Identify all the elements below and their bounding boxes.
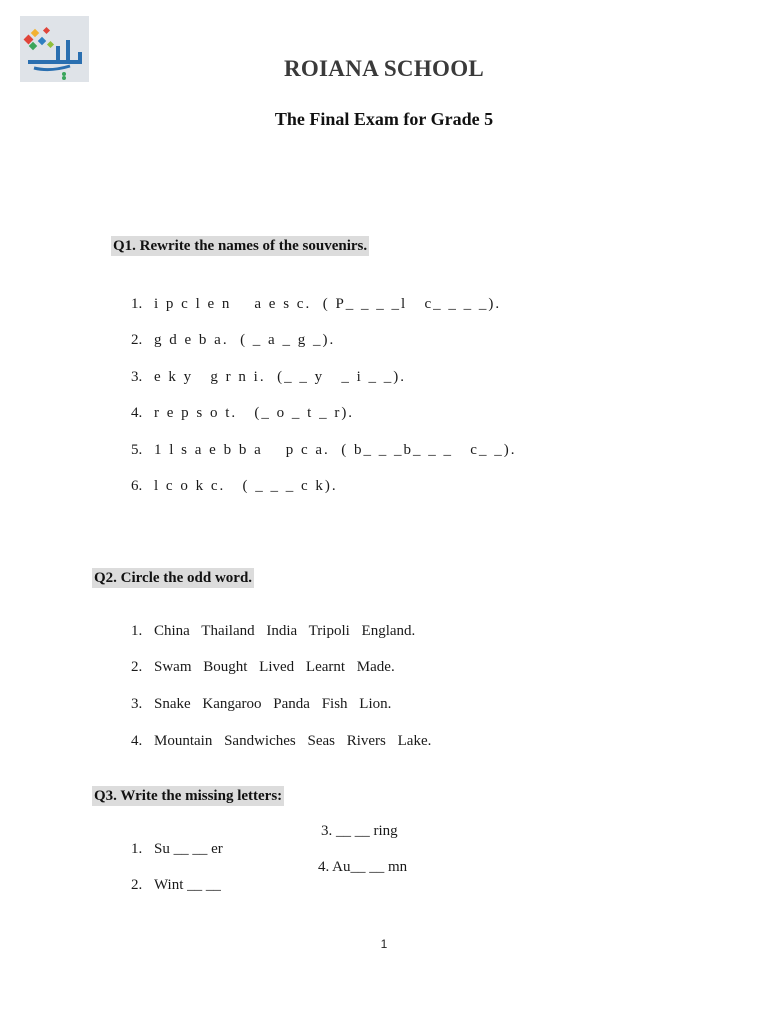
q2-heading [92,568,254,588]
q1-heading-text: Q1. Rewrite the names of the souvenirs. [113,238,368,254]
item-number: 3. [131,696,143,712]
q1-heading [111,236,369,256]
item-number: 2. [131,332,143,348]
item-number: 1. [131,296,143,312]
q2-item [116,714,431,768]
item-text: Mountain Sandwiches Seas Rivers Lake. [154,733,432,749]
q3-item-right: 3. __ __ ring [321,823,398,839]
item-text: g d e b a. ( _ a _ g _). [154,332,336,348]
item-text: Snake Kangaroo Panda Fish Lion. [154,696,392,712]
q3-heading [92,786,284,806]
q3-item [116,858,221,912]
item-number: 4. [131,733,143,749]
school-name: ROIANA SCHOOL [283,56,485,81]
q2-heading-text: Q2. Circle the odd word. [94,570,253,586]
item-number: 6. [131,478,143,494]
item-text: r e p s o t. (_ o _ t _ r). [154,405,355,421]
item-text: i p c l e n a e s c. ( P_ _ _ _l c_ _ _ _). [154,296,502,312]
q3-heading-text: Q3. Write the missing letters: [94,788,283,804]
q3-item-right: 4. Au__ __ mn [318,859,408,875]
item-number: 5. [131,442,143,458]
item-number: 4. [131,405,143,421]
item-number: 2. [131,659,143,675]
item-text: 1 l s a e b b a p c a. ( b_ _ _b_ _ _ c_ _). [154,442,517,458]
item-number: 3. [131,369,143,385]
q1-item [116,459,338,513]
item-text: Swam Bought Lived Learnt Made. [154,659,395,675]
item-text: l c o k c. ( _ _ _ c k). [154,478,338,494]
item-number: 1. [131,623,143,639]
item-text: Wint __ __ [154,877,221,893]
item-text: e k y g r n i. (_ _ y _ i _ _). [154,369,406,385]
page-number: 1 [380,937,388,951]
item-text: Su __ __ er [154,841,223,857]
item-number: 1. [131,841,143,857]
exam-title: The Final Exam for Grade 5 [274,109,494,129]
item-text: China Thailand India Tripoli England. [154,623,416,639]
item-number: 2. [131,877,143,893]
